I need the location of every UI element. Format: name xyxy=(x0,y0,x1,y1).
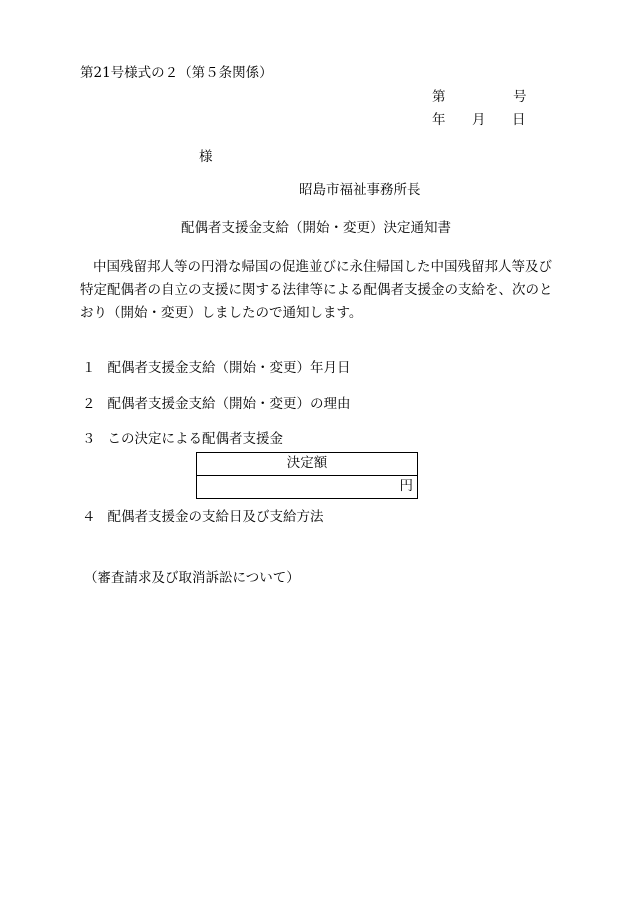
document-title: 配偶者支援金支給（開始・変更）決定通知書 xyxy=(181,220,451,236)
item-4 xyxy=(82,511,324,525)
item-text: この決定による配偶者支援金 xyxy=(107,431,283,447)
recipient-honorific: 様 xyxy=(199,149,213,165)
issuer-name: 昭島市福祉事務所長 xyxy=(299,182,421,198)
amount-table-value: 円 xyxy=(197,476,418,499)
item-2 xyxy=(82,398,351,412)
item-number: １ xyxy=(82,360,96,376)
form-label: 第21号様式の２（第５条関係） xyxy=(80,65,273,81)
item-number: ３ xyxy=(82,431,96,447)
body-line: 特定配偶者の自立の支援に関する法律等による配偶者支援金の支給を、次のと xyxy=(80,282,553,298)
item-number: ２ xyxy=(82,396,96,412)
item-1 xyxy=(82,362,351,376)
item-text: 配偶者支援金支給（開始・変更）の理由 xyxy=(107,396,351,412)
item-text: 配偶者支援金の支給日及び支給方法 xyxy=(107,509,324,525)
date-year-label: 年 xyxy=(432,112,446,128)
amount-table-header: 決定額 xyxy=(197,453,418,476)
body-paragraph xyxy=(80,256,555,325)
item-text: 配偶者支援金支給（開始・変更）年月日 xyxy=(107,360,351,376)
appeal-note: （審査請求及び取消訴訟について） xyxy=(84,570,300,586)
body-line: おり（開始・変更）しましたので通知します。 xyxy=(80,305,363,321)
item-3 xyxy=(82,433,283,447)
amount-table xyxy=(196,452,418,499)
date-month-label: 月 xyxy=(472,112,486,128)
document-number-prefix: 第 xyxy=(432,89,446,105)
body-line: 中国残留邦人等の円滑な帰国の促進並びに永住帰国した中国残留邦人等及び xyxy=(93,259,552,275)
document-number-suffix: 号 xyxy=(513,89,527,105)
item-number: ４ xyxy=(82,509,96,525)
date-day-label: 日 xyxy=(512,112,526,128)
